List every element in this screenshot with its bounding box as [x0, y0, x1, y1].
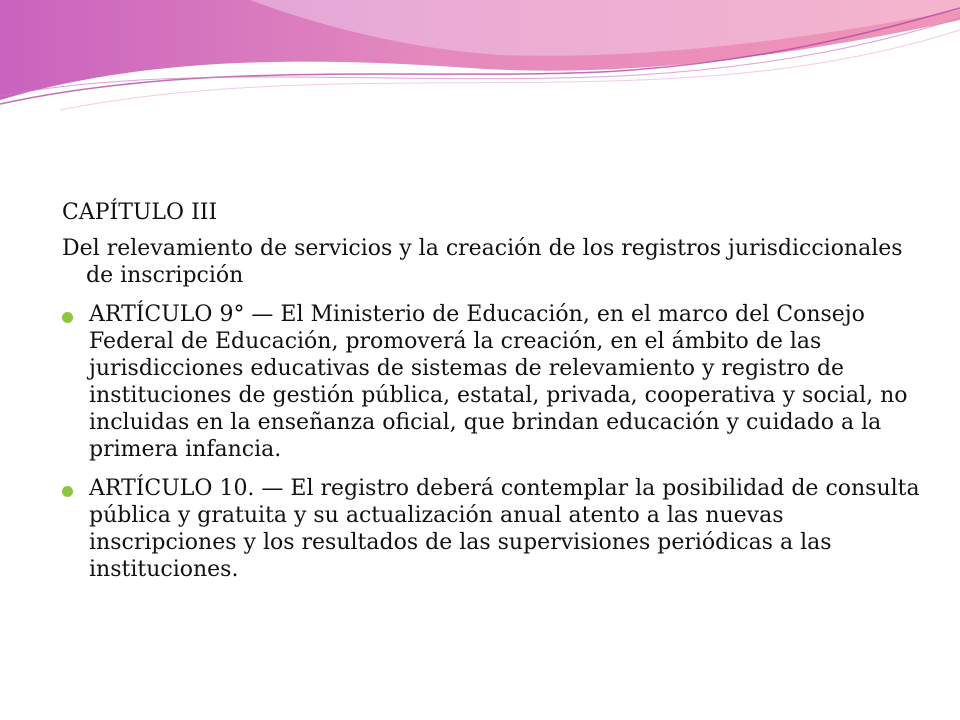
slide-body: [62, 199, 922, 595]
chapter-heading: CAPÍTULO III: [62, 200, 218, 225]
bullet-dot-icon: [62, 486, 73, 497]
bullet-item-article-9: [62, 301, 922, 463]
bullet-text: ARTÍCULO 10. — El registro deberá contemplar la posibilidad de consulta pública y gratuita y su actualización anual atento a las nuevas inscripciones y los resultados de las supervisiones periódicas a las instituciones.: [89, 476, 920, 582]
bullet-dot-icon: [62, 312, 73, 323]
decorative-header-wave: [0, 0, 960, 130]
bullet-item-article-10: [62, 475, 922, 583]
bullet-text: ARTÍCULO 9° — El Ministerio de Educación, en el marco del Consejo Federal de Educación, promoverá la creación, en el ámbito de las jurisdicciones educativas de sistemas de relevamiento y registro de instituciones de gestión pública, estatal, privada, cooperativa y social, no incluidas en la enseñanza oficial, que brindan educación y cuidado a la primera infancia.: [89, 302, 908, 462]
chapter-subheading: Del relevamiento de servicios y la creación de los registros jurisdiccionales de inscripción: [62, 236, 903, 288]
